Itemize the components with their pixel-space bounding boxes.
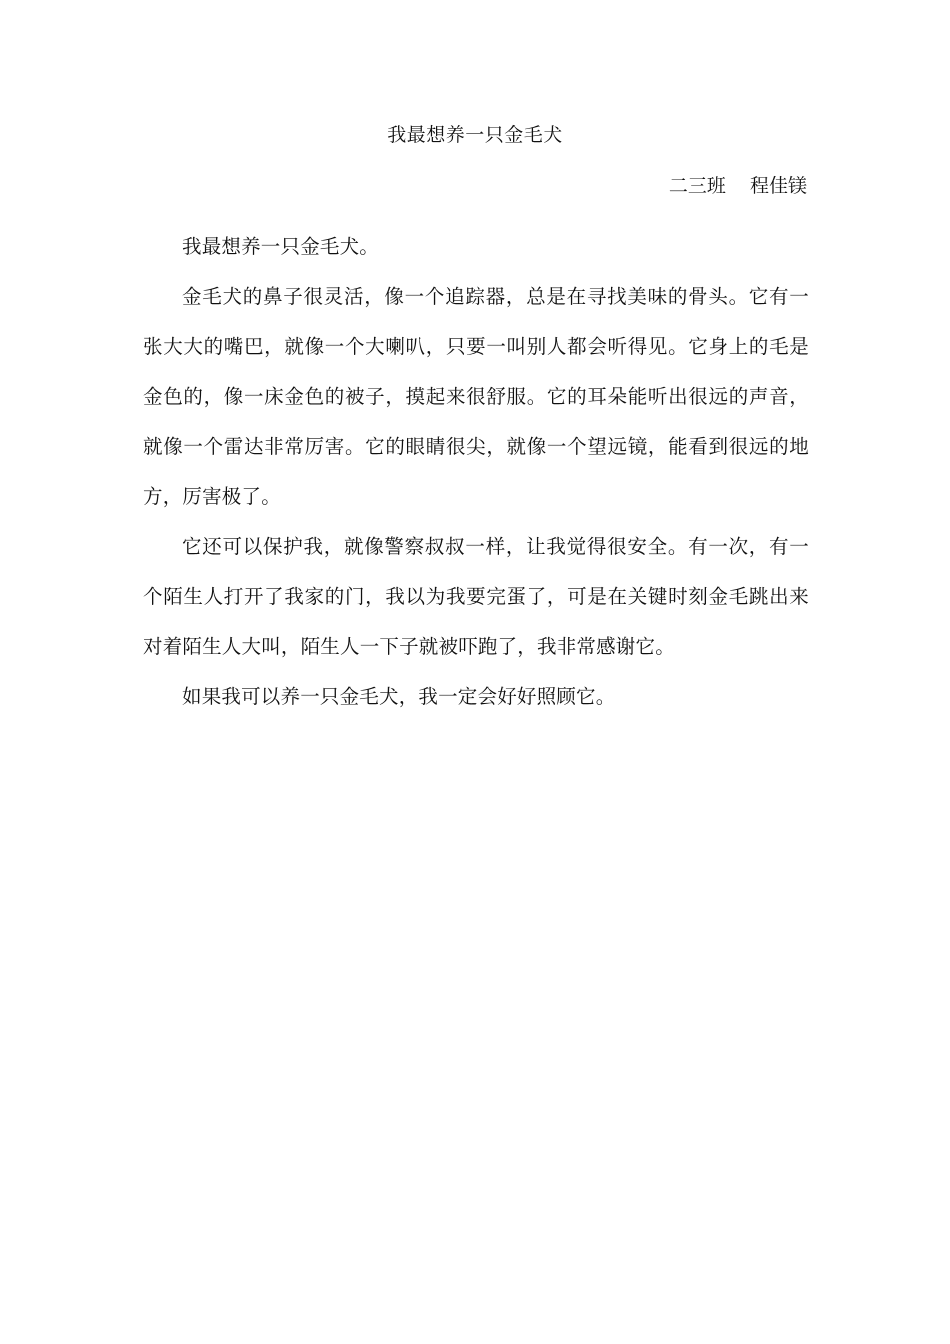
essay-body (143, 222, 809, 722)
paragraph-1: 我最想养一只金毛犬。 (182, 235, 380, 258)
paragraph-3: 它还可以保护我，就像警察叔叔一样，让我觉得很安全。有一次，有一个陌生人打开了我家的门，我以为我要完蛋了，可是在关键时刻金毛跳出来对着陌生人大叫，陌生人一下子就被吓跑了，我非常感谢它。 (143, 535, 809, 658)
author-line: 二三班 程佳镁 (668, 175, 807, 197)
paragraph-4: 如果我可以养一只金毛犬，我一定会好好照顾它。 (182, 685, 616, 708)
essay-title: 我最想养一只金毛犬 (387, 124, 563, 146)
paragraph-2: 金毛犬的鼻子很灵活，像一个追踪器，总是在寻找美味的骨头。它有一张大大的嘴巴，就像一个大喇叭，只要一叫别人都会听得见。它身上的毛是金色的，像一床金色的被子，摸起来很舒服。它的耳朵能听出很远的声音，就像一个雷达非常厉害。它的眼睛很尖，就像一个望远镜，能看到很远的地方，厉害极了。 (143, 285, 809, 508)
